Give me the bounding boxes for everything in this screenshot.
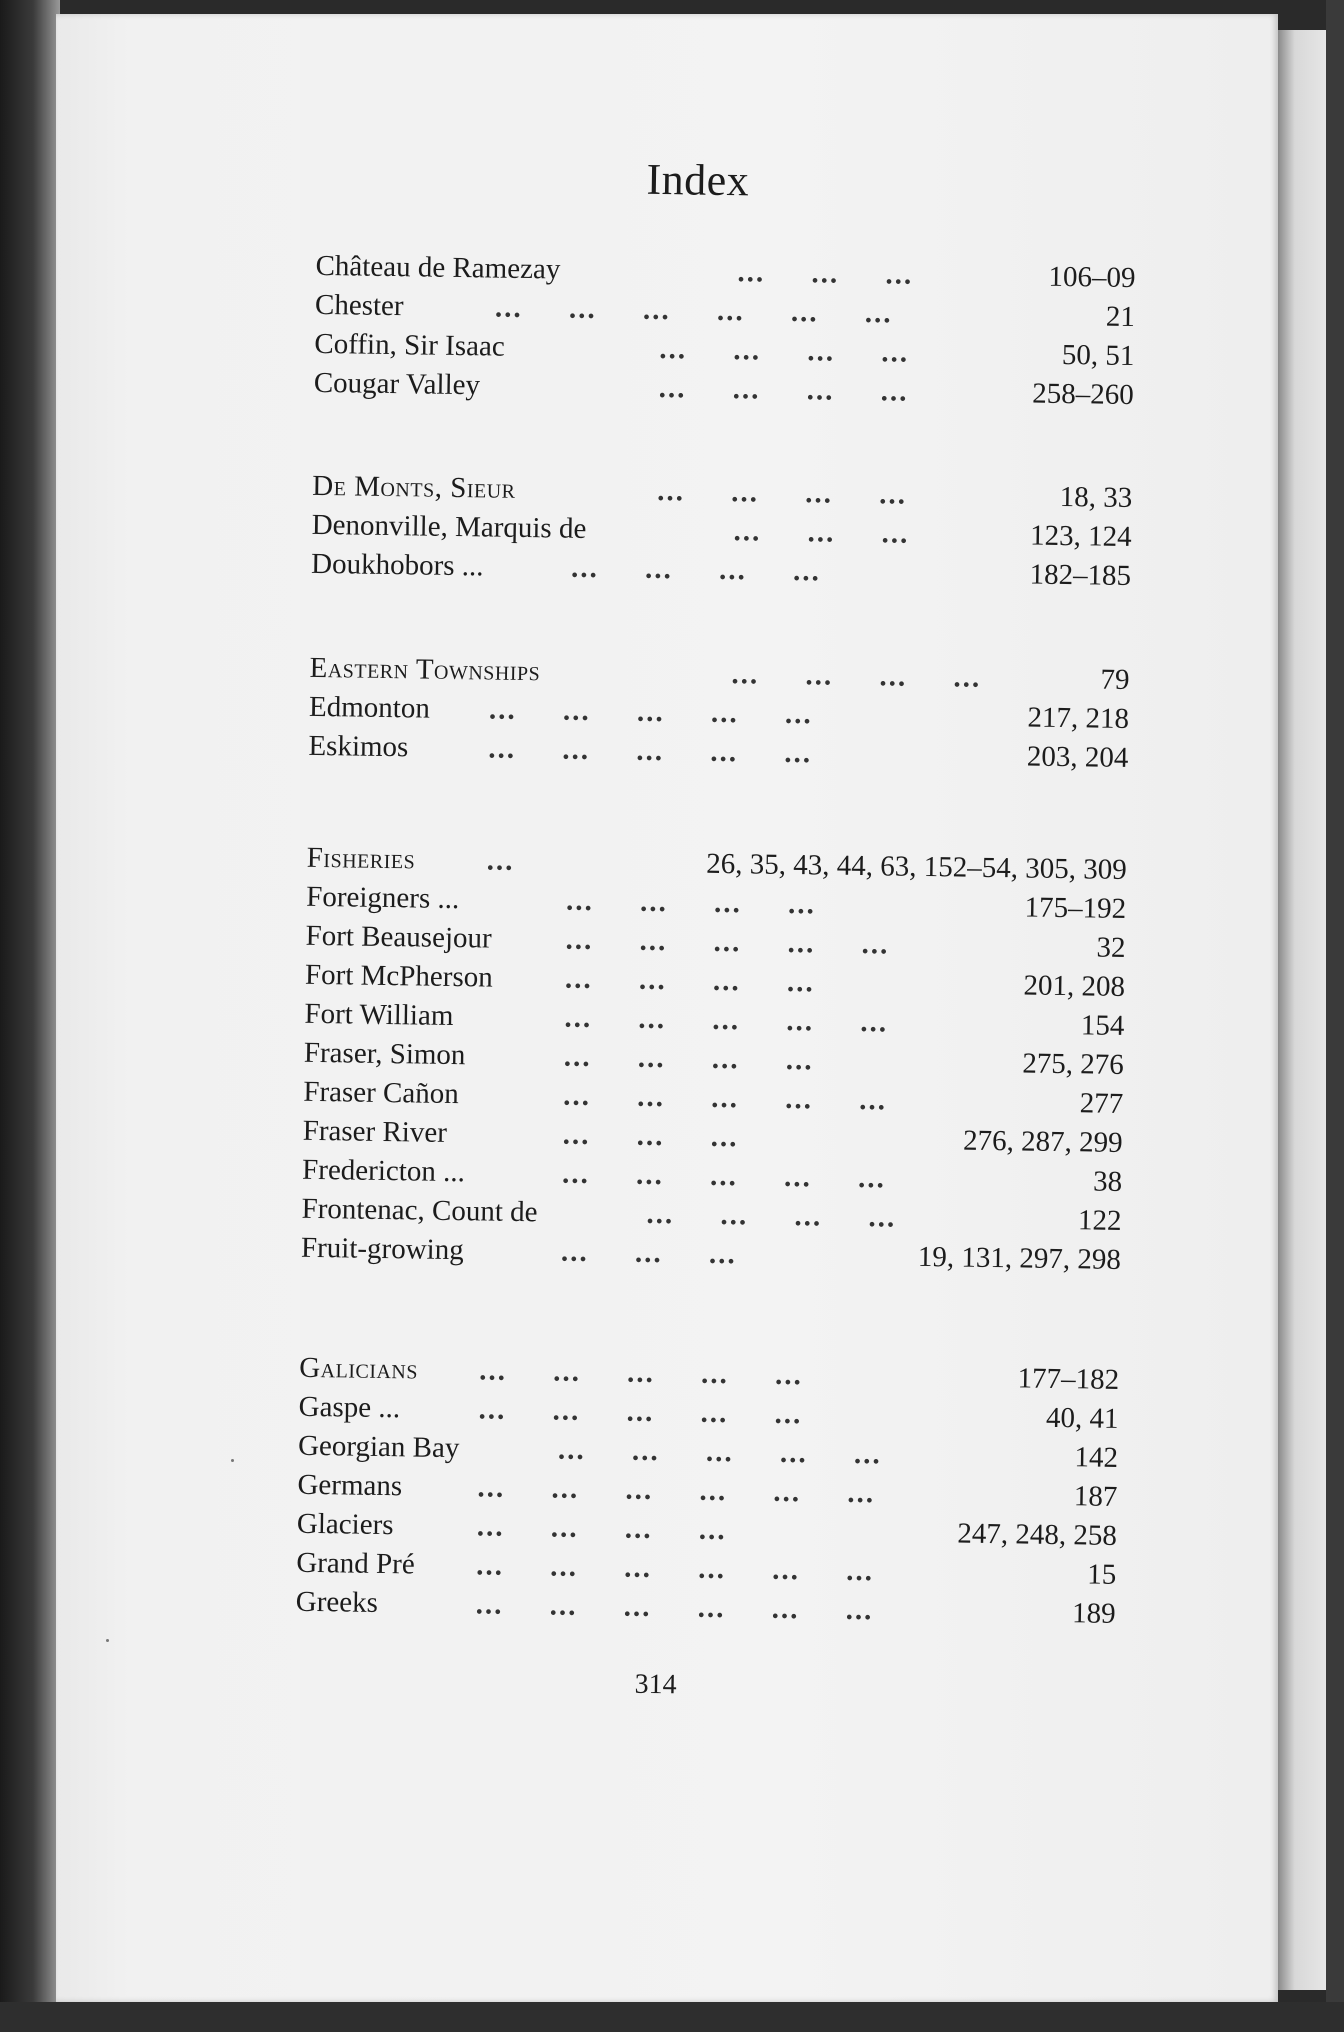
index-term: Germans	[297, 1468, 403, 1503]
dot-leader: ... ... ... ...	[570, 551, 822, 588]
dot-leader: ... ... ... ...	[564, 962, 815, 999]
dot-leader: ... ... ... ...	[731, 658, 982, 694]
index-page-refs: 201, 208	[1023, 969, 1126, 1003]
index-term: Fort McPherson	[304, 958, 493, 994]
index-page-refs: 247, 248, 258	[957, 1517, 1118, 1552]
index-page-refs: 21	[1105, 300, 1136, 334]
index-term: Fisheries	[306, 841, 416, 876]
index-term: Foreigners ...	[305, 880, 460, 916]
index-page-refs: 50, 51	[1061, 338, 1135, 373]
dot-leader: ... ... ... ... ...	[563, 1079, 888, 1117]
book-page	[56, 14, 1278, 2002]
index-term: Glaciers	[296, 1507, 394, 1542]
index-page-refs: 19, 131, 297, 298	[917, 1240, 1122, 1276]
index-page-refs: 175–192	[1024, 891, 1127, 925]
page-number: 314	[634, 1668, 677, 1701]
index-page-refs: 182–185	[1029, 558, 1132, 593]
dot-leader: ... ... ... ... ... ...	[476, 1549, 875, 1588]
index-term: De Monts, Sieur	[312, 469, 516, 505]
index-group	[311, 467, 1133, 596]
dot-leader: ... ... ... ...	[646, 1197, 897, 1234]
index-page-refs: 177–182	[1017, 1362, 1120, 1396]
index-term: Edmonton	[308, 690, 431, 725]
index-term: Greeks	[295, 1585, 379, 1619]
dot-leader: ... ... ... ...	[565, 884, 817, 921]
index-term: Fraser River	[302, 1114, 448, 1149]
dot-leader: ... ... ... ... ... ...	[477, 1471, 876, 1510]
index-group	[308, 649, 1130, 778]
index-page-refs: 38	[1092, 1165, 1123, 1198]
index-group	[301, 839, 1127, 1280]
index-term: Grand Pré	[296, 1546, 415, 1581]
index-page-refs: 142	[1074, 1441, 1119, 1474]
index-page-refs: 26, 35, 43, 44, 63, 152–54, 305, 309	[706, 847, 1127, 886]
dot-leader: ... ... ...	[737, 256, 914, 291]
dot-leader: ... ... ... ... ... ...	[475, 1588, 874, 1627]
dot-leader: ... ... ... ...	[657, 474, 908, 511]
index-term: Fort William	[304, 997, 454, 1033]
index-page-refs: 276, 287, 299	[962, 1124, 1123, 1159]
index-page-refs: 203, 204	[1026, 740, 1129, 774]
index-term: Georgian Bay	[297, 1429, 460, 1465]
index-term: Eskimos	[308, 729, 409, 764]
index-page-refs: 18, 33	[1059, 480, 1133, 515]
index-page-refs: 217, 218	[1027, 701, 1130, 735]
index-term: Galicians	[298, 1351, 419, 1386]
index-page-refs: 79	[1100, 663, 1130, 696]
index-term: Cougar Valley	[313, 366, 481, 402]
index-term: Fort Beausejour	[305, 919, 492, 955]
dot-leader: ... ... ...	[562, 1118, 739, 1154]
index-term: Gaspe ...	[298, 1390, 401, 1425]
page-title: Index	[646, 154, 750, 206]
index-page-refs: 32	[1096, 931, 1126, 964]
index-page-refs: 277	[1079, 1087, 1124, 1120]
background-edge	[1326, 0, 1344, 2032]
dot-leader: ... ... ... ...	[658, 371, 909, 408]
index-content	[40, 5, 1291, 2011]
index-term: Fraser, Simon	[303, 1036, 466, 1072]
index-term: Château de Ramezay	[315, 249, 561, 286]
index-page-refs: 258–260	[1032, 377, 1134, 412]
index-page-refs: 189	[1071, 1597, 1116, 1630]
dot-leader: ... ... ... ... ...	[478, 1393, 803, 1431]
dot-leader: ... ... ... ... ... ...	[494, 291, 893, 330]
index-page-refs: 40, 41	[1045, 1401, 1119, 1435]
index-term: Coffin, Sir Isaac	[314, 327, 505, 363]
dot-leader: ... ... ... ... ...	[557, 1433, 882, 1471]
index-term: Eastern Townships	[309, 651, 541, 688]
index-group	[314, 247, 1136, 415]
index-page-refs: 154	[1080, 1009, 1125, 1042]
index-term: Fruit-growing	[300, 1231, 464, 1267]
index-term: Denonville, Marquis de	[311, 508, 587, 545]
dot-leader: ... ... ... ... ...	[478, 1354, 804, 1392]
dot-leader: ... ... ... ... ...	[488, 693, 813, 731]
index-page-refs: 106–09	[1048, 260, 1136, 295]
dot-leader: ... ... ... ...	[659, 332, 910, 369]
index-term: Chester	[314, 288, 404, 323]
index-term: Fredericton ...	[301, 1153, 466, 1189]
dot-leader: ... ... ... ...	[476, 1510, 727, 1547]
index-term: Doukhobors ...	[310, 547, 484, 583]
dot-leader: ... ... ...	[733, 515, 910, 550]
index-page-refs: 15	[1087, 1558, 1117, 1591]
dot-leader: ... ... ... ... ...	[488, 732, 813, 770]
index-page-refs: 187	[1073, 1480, 1118, 1513]
dot-leader: ... ... ...	[560, 1235, 737, 1271]
dot-leader: ... ... ... ... ...	[561, 1157, 887, 1195]
index-page-refs: 123, 124	[1029, 519, 1132, 554]
index-page-refs: 275, 276	[1022, 1047, 1125, 1081]
dot-leader: ...	[486, 844, 515, 877]
index-page-refs: 122	[1077, 1204, 1122, 1237]
dot-leader: ... ... ... ... ...	[565, 923, 890, 961]
index-group	[295, 1349, 1119, 1634]
index-term: Frontenac, Count de	[301, 1192, 538, 1229]
dot-leader: ... ... ... ... ...	[564, 1001, 889, 1039]
index-term: Fraser Cañon	[303, 1075, 459, 1111]
dot-leader: ... ... ... ...	[563, 1040, 814, 1077]
